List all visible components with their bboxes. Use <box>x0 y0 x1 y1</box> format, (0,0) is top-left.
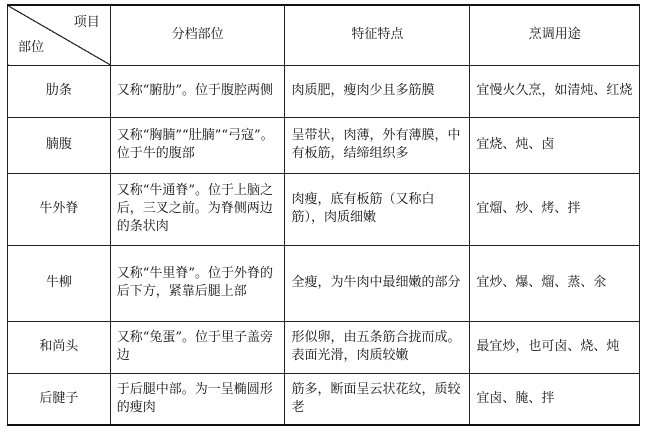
row-usage-cell: 宜卤、腌、拌 <box>470 373 640 425</box>
row-features-cell: 筋多，断面呈云状花纹，质较老 <box>285 373 470 425</box>
row-features-cell: 形似卵，由五条筋合拢而成。表面光滑，肉质较嫩 <box>285 321 470 373</box>
table-row <box>8 65 640 117</box>
row-position-cell: 又称“牛里脊”。位于外脊的后下方，紧靠后腿上部 <box>110 245 285 321</box>
row-name-cell: 牛柳 <box>8 245 111 321</box>
corner-header-cell <box>8 5 111 65</box>
table-row <box>8 117 640 173</box>
corner-bottom-label: 部位 <box>18 39 45 55</box>
row-position-cell: 又称“牛通脊”。位于上脑之后，三叉之前。为脊侧两边的条状肉 <box>110 173 285 245</box>
row-features-cell: 全瘦，为牛肉中最细嫩的部分 <box>285 245 470 321</box>
row-position-cell: 又称“腑肋”。位于腹腔两侧 <box>110 65 285 117</box>
row-name-cell: 腩腹 <box>8 117 111 173</box>
row-features-cell: 肉瘦，底有板筋（又称白筋），肉质细嫩 <box>285 173 470 245</box>
header-row <box>8 5 640 65</box>
row-usage-cell: 宜烧、炖、卤 <box>470 117 640 173</box>
row-name-cell: 肋条 <box>8 65 111 117</box>
beef-cuts-table-wrapper <box>7 4 640 426</box>
row-name-cell: 和尚头 <box>8 321 111 373</box>
row-features-cell: 呈带状，肉薄，外有薄膜，中有板筋，结缔组织多 <box>285 117 470 173</box>
header-usage: 烹调用途 <box>470 5 640 65</box>
row-name-cell: 牛外脊 <box>8 173 111 245</box>
row-usage-cell: 宜慢火久烹，如清炖、红烧 <box>470 65 640 117</box>
header-position: 分档部位 <box>110 5 285 65</box>
header-features: 特征特点 <box>285 5 470 65</box>
row-position-cell: 又称“胸腩”“肚腩”“弓寇”。位于牛的腹部 <box>110 117 285 173</box>
row-name-cell: 后腱子 <box>8 373 111 425</box>
row-features-cell: 肉质肥，瘦肉少且多筋膜 <box>285 65 470 117</box>
row-position-cell: 于后腿中部。为一呈椭圆形的瘦肉 <box>110 373 285 425</box>
table-row <box>8 173 640 245</box>
beef-cuts-table <box>7 4 640 426</box>
table-row <box>8 373 640 425</box>
table-row <box>8 321 640 373</box>
row-usage-cell: 最宜炒，也可卤、烧、炖 <box>470 321 640 373</box>
corner-top-label: 项目 <box>73 15 100 30</box>
table-row <box>8 245 640 321</box>
row-position-cell: 又称“兔蛋”。位于里子盖旁边 <box>110 321 285 373</box>
row-usage-cell: 宜熘、炒、烤、拌 <box>470 173 640 245</box>
row-usage-cell: 宜炒、爆、熘、蒸、氽 <box>470 245 640 321</box>
